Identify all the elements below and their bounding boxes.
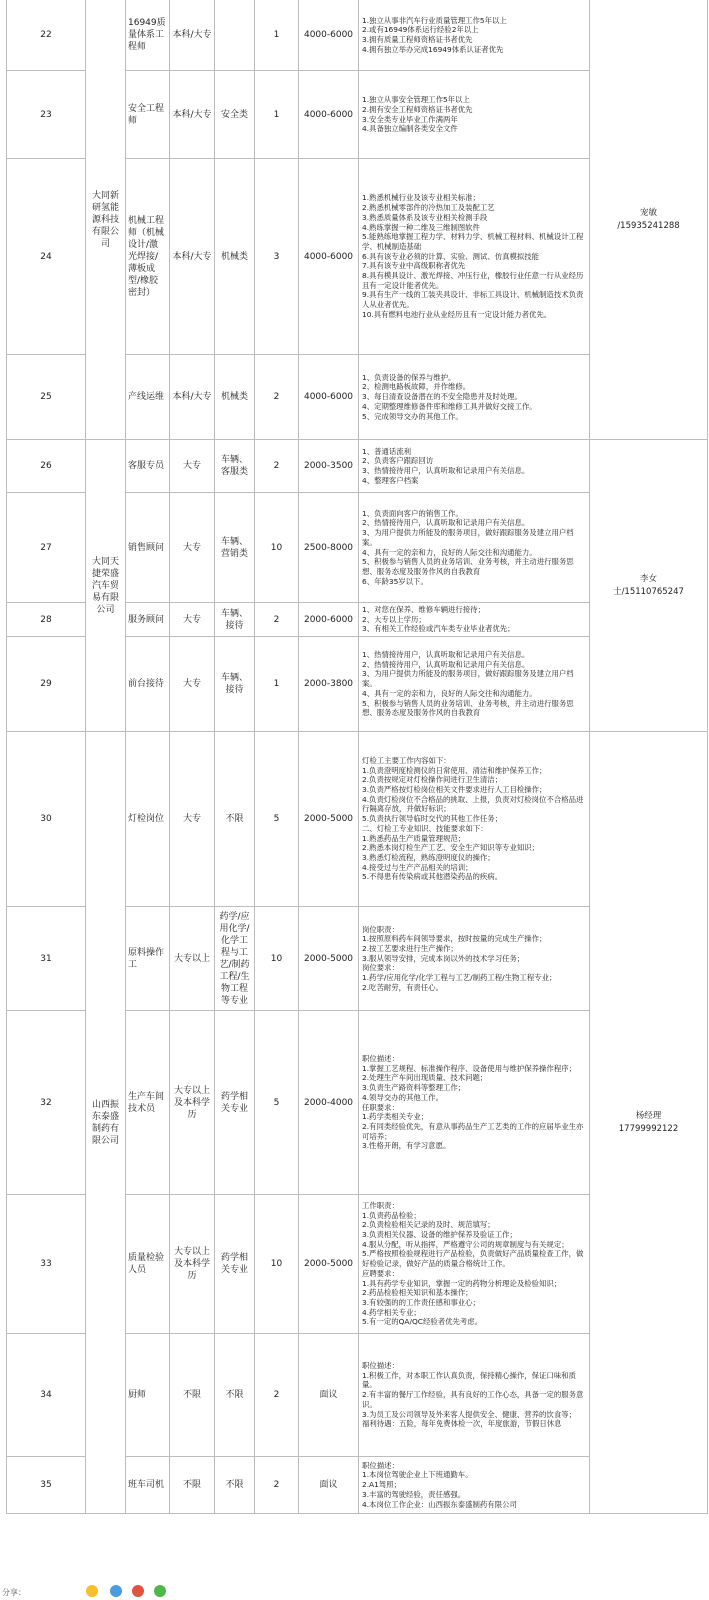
education-requirement: 大专以上及本科学历	[170, 1011, 215, 1195]
job-requirements	[359, 1011, 590, 1195]
qq-zone-icon[interactable]	[86, 1585, 98, 1597]
contact-phone: 17799992122	[618, 1123, 679, 1134]
headcount: 2	[255, 603, 299, 637]
requirement-line: 2、负责客户跟踪回访	[362, 456, 434, 466]
major-requirement: 药学相关专业	[215, 1011, 255, 1195]
contact-name: 李女	[639, 573, 657, 584]
education-requirement: 大专	[170, 493, 215, 603]
requirement-line: 4.服从分配，听从指挥，严格遵守公司的规章制度与有关规定；	[362, 1239, 569, 1249]
requirement-line: 3.负责生产路资料等整理工作；	[362, 1083, 466, 1093]
requirement-line: 1.按照原料药车间领导要求，按时按量的完成生产操作；	[362, 934, 547, 944]
requirement-line: 6、年龄35岁以下。	[362, 576, 428, 586]
education-requirement: 大专	[170, 440, 215, 493]
requirement-line: 2.或有16949体系运行经验2年以上	[362, 25, 479, 35]
requirement-line: 2.处理生产车间出现质量、技术问题；	[362, 1073, 488, 1083]
requirement-line: 1.独立从事非汽车行业质量管理工作5年以上	[362, 15, 507, 25]
job-requirements	[359, 637, 590, 732]
requirement-line: 10.具有燃料电池行业从业经历且有一定设计能力者优先。	[362, 309, 552, 319]
position-name: 产线运维	[126, 355, 170, 440]
requirement-line: 2.A1驾照；	[362, 1480, 401, 1490]
company-name: 大同新研氢能源科技有限公司	[86, 0, 126, 440]
major-requirement: 药学/应用化学/化学工程与工艺/制药工程/生物工程等专业	[215, 907, 255, 1011]
requirement-line: 二、灯检工专业知识、技能要求如下：	[362, 823, 488, 833]
requirement-line: 4.熟练掌握一种二维及三维制图软件	[362, 222, 480, 232]
requirement-line: 3.为员工及公司领导及外来客人提供安全、健康、营养的饮食等；	[362, 1409, 576, 1419]
major-requirement	[215, 0, 255, 71]
headcount: 2	[255, 440, 299, 493]
row-number: 24	[7, 159, 86, 355]
contact-name: 杨经理	[635, 1110, 662, 1121]
row-number: 29	[7, 637, 86, 732]
requirement-line: 1.具有药学专业知识，掌握一定的药物分析理论及检验知识；	[362, 1278, 562, 1288]
requirement-line: 4.接受过与生产产品相关的培训；	[362, 862, 473, 872]
education-requirement: 不限	[170, 1457, 215, 1514]
job-requirements	[359, 1334, 590, 1457]
requirement-line: 2、检测电路板故障，并作维修。	[362, 382, 471, 392]
job-table	[6, 0, 708, 1514]
job-requirements	[359, 440, 590, 493]
requirement-line: 1、负责设备的保养与维护。	[362, 372, 456, 382]
job-requirements	[359, 493, 590, 603]
requirement-line: 5.能熟练地掌握工程力学、材料力学、机械工程材料、机械设计工程学、机械制造基础	[362, 232, 584, 251]
row-number: 31	[7, 907, 86, 1011]
salary-range: 4000-6000	[299, 355, 359, 440]
major-requirement: 车辆、客服类	[215, 440, 255, 493]
contact-info	[590, 732, 708, 1514]
salary-range: 2000-3800	[299, 637, 359, 732]
requirement-line: 3.负责相关仪器、设备的维护保养及验证工作；	[362, 1230, 517, 1240]
requirement-line: 3.熟悉质量体系及该专业相关检测手段	[362, 212, 488, 222]
requirement-line: 职位描述：	[362, 1460, 399, 1470]
requirement-line: 4.具备独立编制各类安全文件	[362, 124, 458, 134]
requirement-line: 2.有丰富的餐厅工作经验，具有良好的工作心态，具备一定的服务意识。	[362, 1390, 584, 1409]
company-name: 大同天捷荣盛汽车贸易有限公司	[86, 440, 126, 732]
education-requirement: 大专	[170, 637, 215, 732]
row-number: 23	[7, 71, 86, 159]
job-requirements	[359, 1457, 590, 1514]
requirement-line: 职位描述：	[362, 1053, 399, 1063]
education-requirement: 本科/大专	[170, 159, 215, 355]
row-number: 30	[7, 732, 86, 907]
requirement-line: 4.负责灯检岗位不合格品的挑取、上报，负责对灯检岗位不合格品进行隔离存放，并做好标识；	[362, 794, 584, 814]
company-name: 山西振东泰盛制药有限公司	[86, 732, 126, 1514]
requirement-line: 1.掌握工艺规程、标准操作程序、设备使用与维护保养操作程序；	[362, 1063, 576, 1073]
position-name: 16949质量体系工程师	[126, 0, 170, 71]
requirement-line: 5.负责执行领导临时交代的其他工作任务；	[362, 814, 503, 824]
requirement-line: 应聘要求：	[362, 1268, 399, 1278]
headcount: 1	[255, 0, 299, 71]
requirement-line: 1、对您在保养、维修车辆进行接待；	[362, 604, 485, 614]
major-requirement: 车辆、接待	[215, 603, 255, 637]
headcount: 5	[255, 732, 299, 907]
requirement-line: 3.丰富的驾驶经验，责任感强。	[362, 1489, 466, 1499]
requirement-line: 1、热情接待用户，认真听取和记录用户有关信息。	[362, 650, 530, 660]
requirement-line: 3、为用户提供力所能及的服务项目，做好跟踪服务及建立用户档案。	[362, 528, 574, 547]
salary-range: 4000-6000	[299, 0, 359, 71]
major-requirement: 车辆、营销类	[215, 493, 255, 603]
position-name: 前台接待	[126, 637, 170, 732]
requirement-line: 1.独立从事安全管理工作5年以上	[362, 95, 470, 105]
job-requirements	[359, 0, 590, 71]
requirement-line: 5、积极参与销售人员的业务培训、业务考核，并主动进行服务思想、服务态度及服务作风的自我教育	[362, 698, 574, 718]
requirement-line: 职位描述：	[362, 1361, 399, 1371]
job-requirements	[359, 71, 590, 159]
salary-range: 2000-4000	[299, 1011, 359, 1195]
contact-info	[590, 0, 708, 440]
requirement-line: 福利待遇：五险，每年免费体检一次，年度旅游，节假日休息	[362, 1419, 562, 1429]
education-requirement: 大专	[170, 603, 215, 637]
major-requirement: 不限	[215, 1457, 255, 1514]
salary-range: 4000-6000	[299, 159, 359, 355]
row-number: 26	[7, 440, 86, 493]
requirement-line: 2.按工艺要求进行生产操作；	[362, 943, 458, 953]
salary-range: 2000-3500	[299, 440, 359, 493]
requirement-line: 3、有相关工作经验或汽车类专业毕业者优先；	[362, 624, 515, 634]
contact-info	[590, 440, 708, 732]
salary-range: 2500-8000	[299, 493, 359, 603]
share-label: 分享：	[2, 1588, 26, 1597]
requirement-line: 1.负责澄明度检测仪的日常使用、清洁和维护保养工作；	[362, 765, 547, 775]
requirement-line: 2.熟悉机械零部件的冷热加工及装配工艺	[362, 203, 495, 213]
requirement-line: 灯检工主要工作内容如下：	[362, 755, 451, 765]
requirement-line: 4、具有一定的亲和力，良好的人际交往和沟通能力。	[362, 547, 537, 557]
share-bar	[0, 1584, 709, 1600]
education-requirement: 本科/大专	[170, 71, 215, 159]
requirement-line: 5、完成领导交办的其他工作。	[362, 411, 463, 421]
requirement-line: 5、积极参与销售人员的业务培训、业务考核，并主动进行服务思想、服务态度及服务作风的自我教育	[362, 557, 574, 576]
requirement-line: 4.领导交办的其他工作。	[362, 1092, 443, 1102]
major-requirement: 安全类	[215, 71, 255, 159]
weibo-icon[interactable]	[132, 1585, 144, 1597]
requirement-line: 5.有一定的QA/QC经验者优先考虑。	[362, 1317, 483, 1327]
job-requirements	[359, 1195, 590, 1334]
requirement-line: 1、负责面向客户的销售工作。	[362, 508, 463, 518]
requirement-line: 3、为用户提供力所能及的服务项目，做好跟踪服务及建立用户档案。	[362, 669, 574, 689]
requirement-line: 1、普通话流利	[362, 446, 412, 456]
headcount: 10	[255, 907, 299, 1011]
requirement-line: 岗位要求：	[362, 963, 399, 973]
salary-range: 面议	[299, 1334, 359, 1457]
requirement-line: 1.熟悉药品生产质量管理规范；	[362, 833, 466, 843]
education-requirement: 大专	[170, 732, 215, 907]
requirement-line: 1.药学类相关专业；	[362, 1112, 429, 1122]
salary-range: 面议	[299, 1457, 359, 1514]
requirement-line: 4、定期整理维修备件库和维修工具并做好交接工作。	[362, 401, 537, 411]
salary-range: 4000-6000	[299, 71, 359, 159]
major-requirement: 车辆、接待	[215, 637, 255, 732]
table-row	[7, 440, 708, 493]
salary-range: 2000-6000	[299, 603, 359, 637]
requirement-line: 2.吃苦耐劳，有责任心。	[362, 982, 443, 992]
requirement-line: 3.拥有质量工程师资格证书者优先	[362, 35, 473, 44]
row-number: 28	[7, 603, 86, 637]
requirement-line: 2.熟悉本岗灯检生产工艺、安全生产知识等专业知识；	[362, 843, 540, 853]
requirement-line: 4.本岗位工作企业：山西振东泰盛制药有限公司	[362, 1499, 517, 1509]
headcount: 1	[255, 637, 299, 732]
major-requirement: 药学相关专业	[215, 1195, 255, 1334]
requirement-line: 1.熟悉机械行业及该专业相关标准；	[362, 193, 480, 203]
requirement-line: 7.具有该专业中高级职称者优先	[362, 261, 466, 271]
requirement-line: 4.药学相关专业；	[362, 1307, 421, 1317]
headcount: 3	[255, 159, 299, 355]
requirement-line: 1.本岗位驾驶企业上下班通勤车。	[362, 1470, 473, 1480]
requirement-line: 3.有较强的的工作责任感和事业心；	[362, 1297, 480, 1307]
education-requirement: 不限	[170, 1334, 215, 1457]
row-number: 22	[7, 0, 86, 71]
position-name: 班车司机	[126, 1457, 170, 1514]
major-requirement: 机械类	[215, 159, 255, 355]
contact-phone: 士/15110765247	[613, 586, 684, 597]
job-requirements	[359, 355, 590, 440]
row-number: 35	[7, 1457, 86, 1514]
headcount: 2	[255, 1457, 299, 1514]
headcount: 2	[255, 355, 299, 440]
contact-phone: /15935241288	[617, 220, 680, 231]
contact-name: 宠敏	[639, 207, 657, 218]
requirement-line: 2.拥有安全工程师资格证书者优先	[362, 104, 473, 114]
requirement-line: 3.熟悉灯检流程，熟练澄明度仪的操作；	[362, 852, 495, 862]
qq-icon[interactable]	[110, 1585, 122, 1597]
row-number: 27	[7, 493, 86, 603]
requirement-line: 4、具有一定的亲和力，良好的人际交往和沟通能力。	[362, 688, 537, 698]
requirement-line: 2.负责检验相关记录的及时、规范填写；	[362, 1220, 495, 1230]
requirement-line: 岗位职责：	[362, 924, 399, 934]
row-number: 34	[7, 1334, 86, 1457]
major-requirement: 不限	[215, 1334, 255, 1457]
requirement-line: 8.具有模具设计、激光焊接、冲压行业，橡胶行业任意一行从业经历且有一定设计能者优先。	[362, 271, 584, 290]
position-name: 原料操作工	[126, 907, 170, 1011]
table-row	[7, 0, 708, 71]
requirement-line: 1.药学/应用化学/化学工程与工艺/制药工程/生物工程专业；	[362, 973, 557, 983]
requirement-line: 6.具有该专业必须的计算、实验、测试、仿真模拟技能	[362, 251, 540, 261]
salary-range: 2000-5000	[299, 1195, 359, 1334]
position-name: 服务顾问	[126, 603, 170, 637]
salary-range: 2000-5000	[299, 732, 359, 907]
headcount: 5	[255, 1011, 299, 1195]
job-requirements	[359, 907, 590, 1011]
requirement-line: 1.负责药品检验；	[362, 1210, 421, 1220]
position-name: 厨师	[126, 1334, 170, 1457]
wechat-icon[interactable]	[154, 1585, 166, 1597]
requirement-line: 2、热情接待用户，认真听取和记录用户有关信息。	[362, 518, 530, 528]
education-requirement: 大专以上	[170, 907, 215, 1011]
position-name: 生产车间技术员	[126, 1011, 170, 1195]
major-requirement: 机械类	[215, 355, 255, 440]
requirement-line: 3、热情接待用户，认真听取和记录用户有关信息。	[362, 466, 530, 475]
requirement-line: 1.积极工作，对本职工作认真负责，保持精心操作，保证口味和质量。	[362, 1370, 576, 1390]
requirement-line: 5.不得患有传染病或其他潜染药品的疾病。	[362, 872, 503, 882]
education-requirement: 本科/大专	[170, 355, 215, 440]
row-number: 25	[7, 355, 86, 440]
position-name: 灯检岗位	[126, 732, 170, 907]
row-number: 32	[7, 1011, 86, 1195]
job-requirements	[359, 732, 590, 907]
major-requirement: 不限	[215, 732, 255, 907]
requirement-line: 2.有同类经验优先，有意从事药品生产工艺类的工作的应届毕业生亦可培养；	[362, 1121, 584, 1141]
headcount: 10	[255, 493, 299, 603]
requirement-line: 4.拥有独立举办完成16949体系认证者优先	[362, 44, 504, 54]
requirement-line: 2.负责按规定对灯检操作间进行卫生清洁；	[362, 775, 503, 785]
headcount: 1	[255, 71, 299, 159]
job-requirements	[359, 603, 590, 637]
education-requirement: 本科/大专	[170, 0, 215, 71]
job-requirements	[359, 159, 590, 355]
position-name: 销售顾问	[126, 493, 170, 603]
requirement-line: 3.安全类专业毕业工作满两年	[362, 114, 458, 124]
position-name: 安全工程师	[126, 71, 170, 159]
requirement-line: 3.负责严格按灯检岗位相关文件要求进行人工目检操作；	[362, 785, 547, 795]
table-row	[7, 732, 708, 907]
headcount: 2	[255, 1334, 299, 1457]
requirement-line: 5.严格按照检验规程进行产品检验，负责做好产品质量检查工作，做好检验记录，做好产品的质量合格统计工作。	[362, 1249, 584, 1269]
salary-range: 2000-5000	[299, 907, 359, 1011]
requirement-line: 9.具有生产一线的工装夹具设计、非标工具设计、机械制造技术负责人从业者优先。	[362, 290, 584, 310]
headcount: 10	[255, 1195, 299, 1334]
requirement-line: 2.药品检验相关知识和基本操作；	[362, 1288, 473, 1298]
requirement-line: 4、整理客户档案	[362, 475, 419, 485]
row-number: 33	[7, 1195, 86, 1334]
requirement-line: 2、热情接待用户，认真听取和记录用户有关信息。	[362, 659, 530, 669]
requirement-line: 工作职责：	[362, 1200, 399, 1210]
requirement-line: 2、大专以上学历；	[362, 614, 426, 624]
requirement-line: 3.服从领导安排，完成本岗以外的技术学习任务；	[362, 953, 525, 963]
education-requirement: 大专以上及本科学历	[170, 1195, 215, 1334]
requirement-line: 3.性格开朗，有学习意愿。	[362, 1141, 451, 1151]
requirement-line: 3、每日清查设备潜在的不安全隐患并及时处理。	[362, 392, 522, 402]
requirement-line: 任职要求：	[362, 1102, 399, 1112]
position-name: 机械工程师（机械设计/激光焊接/薄板成型/橡胶密封）	[126, 159, 170, 355]
position-name: 客服专员	[126, 440, 170, 493]
position-name: 质量检验人员	[126, 1195, 170, 1334]
